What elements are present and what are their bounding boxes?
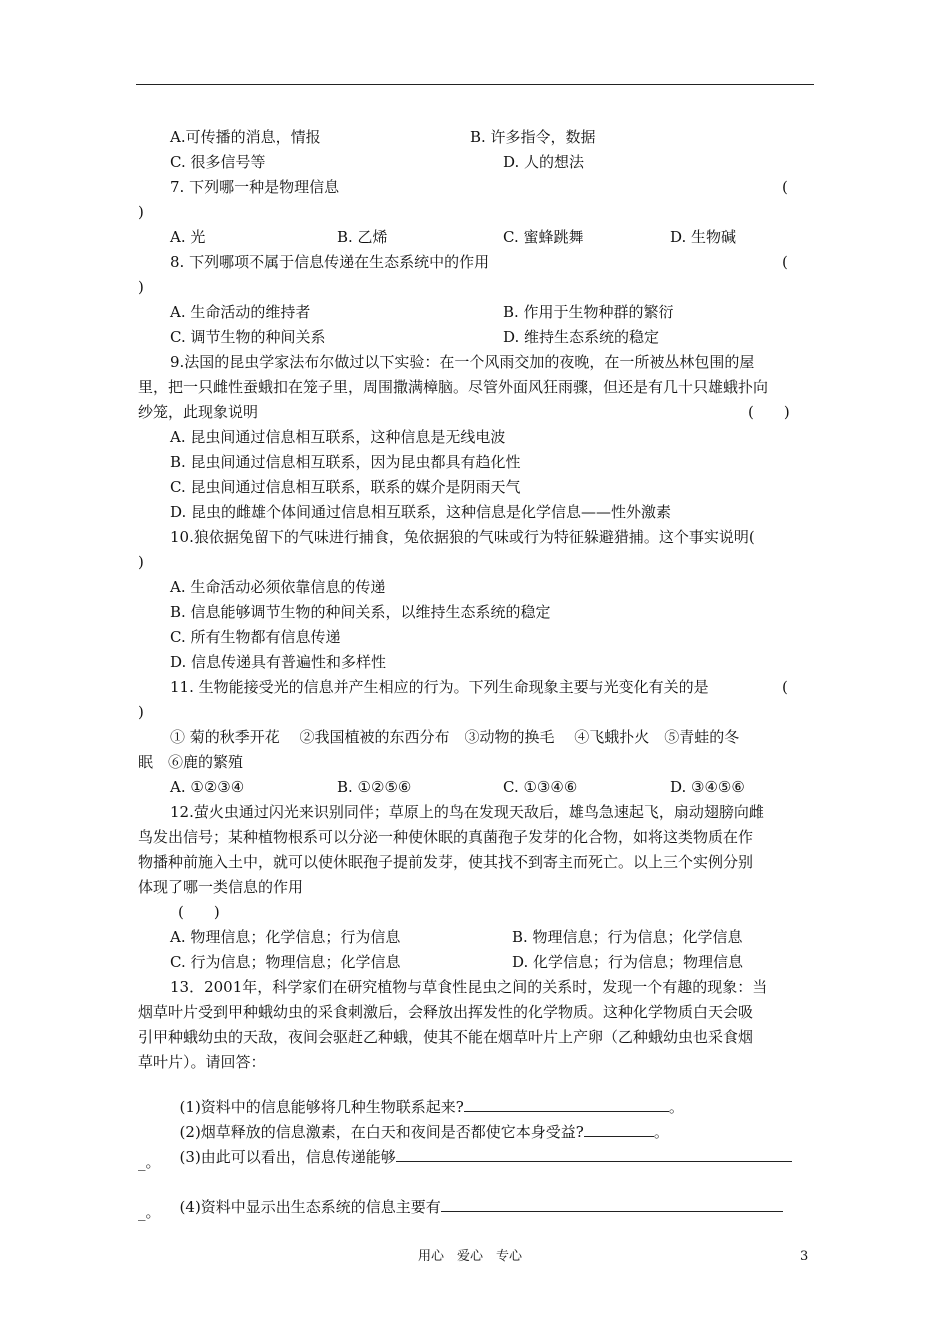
q10-option-d: D. 信息传递具有普遍性和多样性 [170,653,387,671]
q13-sub1-end: 。 [668,1098,684,1116]
q13-sub4-blank[interactable] [441,1197,783,1212]
q8-option-d: D. 维持生态系统的稳定 [503,328,660,346]
q11-stem: 11. 生物能接受光的信息并产生相应的行为。下列生命现象主要与光变化有关的是 [170,678,709,696]
q8-paren-close: ) [138,278,144,296]
q9-stem-line3: 纱笼，此现象说明 [138,403,259,421]
q8-option-b: B. 作用于生物种群的繁衍 [503,303,674,321]
q13-sub2-text: (2)烟草释放的信息激素，在白天和夜间是否都使它本身受益? [179,1123,584,1141]
q13-stem-line4: 草叶片）。请回答： [138,1053,266,1071]
q11-option-a: A. ①②③④ [170,778,245,796]
q13-sub4-end: _。 [138,1203,161,1221]
q6-option-d: D. 人的想法 [503,153,585,171]
q12-option-b: B. 物理信息；行为信息；化学信息 [512,928,743,946]
q9-answer-paren: ( ) [748,403,790,421]
q11-items-line2: 眠 ⑥鹿的繁殖 [138,753,244,771]
q6-option-a: A.可传播的消息，情报 [170,128,321,146]
q12-stem-line3: 物播种前施入土中，就可以使休眠孢子提前发芽，使其找不到寄主而死亡。以上三个实例分别 [138,853,754,871]
q8-stem: 8. 下列哪项不属于信息传递在生态系统中的作用 [170,253,490,271]
q7-option-b: B. 乙烯 [337,228,388,246]
q10-option-b: B. 信息能够调节生物的种间关系，以维持生态系统的稳定 [170,603,551,621]
q7-paren-close: ) [138,203,144,221]
q9-option-a: A. 昆虫间通过信息相互联系，这种信息是无线电波 [170,428,506,446]
q13-sub3-text: (3)由此可以看出，信息传递能够 [179,1148,396,1166]
q9-stem-line2: 里，把一只雌性蚕蛾扣在笼子里，周围撒满樟脑。尽管外面风狂雨骤，但还是有几十只雄蛾扑向 [138,378,769,396]
q11-option-c: C. ①③④⑥ [503,778,578,796]
q8-option-c: C. 调节生物的种间关系 [170,328,326,346]
q9-stem-line1: 9.法国的昆虫学家法布尔做过以下实验：在一个风雨交加的夜晚，在一所被丛林包围的屋 [170,353,755,371]
q9-option-c: C. 昆虫间通过信息相互联系，联系的媒介是阴雨天气 [170,478,521,496]
q12-option-c: C. 行为信息；物理信息；化学信息 [170,953,401,971]
q11-paren-close: ) [138,703,144,721]
q7-option-d: D. 生物碱 [670,228,737,246]
footer-motto: 用心 爱心 专心 [418,1249,523,1264]
q10-option-a: A. 生命活动必须依靠信息的传递 [170,578,386,596]
q13-sub3 [170,1127,792,1167]
q11-option-b: B. ①②⑤⑥ [337,778,412,796]
q13-sub3-blank[interactable] [396,1147,792,1162]
q13-stem-line1: 13．2001年，科学家们在研究植物与草食性昆虫之间的关系时，发现一个有趣的现象：当 [170,978,768,996]
q9-option-d: D. 昆虫的雌雄个体间通过信息相互联系，这种信息是化学信息——性外激素 [170,503,672,521]
q10-stem-line1: 10.狼依据兔留下的气味进行捕食，兔依据狼的气味或行为特征躲避猎捕。这个事实说明( [170,528,755,546]
q7-paren-open: ( [782,178,788,196]
q12-option-d: D. 化学信息；行为信息；物理信息 [512,953,744,971]
q8-paren-open: ( [782,253,788,271]
q8-option-a: A. 生命活动的维持者 [170,303,311,321]
q11-items-line1: ① 菊的秋季开花 ②我国植被的东西分布 ③动物的换毛 ④飞蛾扑火 ⑤青蛙的冬 [170,728,740,746]
q6-option-b: B. 许多指令，数据 [470,128,596,146]
q12-stem-line1: 12.萤火虫通过闪光来识别同伴；草原上的鸟在发现天敌后，雄鸟急速起飞，扇动翅膀向雌 [170,803,764,821]
q9-option-b: B. 昆虫间通过信息相互联系，因为昆虫都具有趋化性 [170,453,521,471]
q12-answer-paren: ( ) [178,903,220,921]
q7-stem: 7. 下列哪一种是物理信息 [170,178,340,196]
q10-option-c: C. 所有生物都有信息传递 [170,628,341,646]
q13-sub2-end: 。 [653,1123,669,1141]
q7-option-c: C. 蜜蜂跳舞 [503,228,584,246]
q13-stem-line3: 引甲种蛾幼虫的天敌，夜间会驱赶乙种蛾，使其不能在烟草叶片上产卵（乙种蛾幼虫也采食烟 [138,1028,754,1046]
q13-sub3-end: _。 [138,1153,161,1171]
q10-stem-line2: ) [138,553,144,571]
page-number: 3 [800,1249,809,1264]
q6-option-c: C. 很多信号等 [170,153,266,171]
q13-sub4 [170,1177,783,1217]
q11-option-d: D. ③④⑤⑥ [670,778,745,796]
q11-paren-open: ( [782,678,788,696]
q12-stem-line2: 鸟发出信号；某种植物根系可以分泌一种使休眠的真菌孢子发芽的化合物，如将这类物质在作 [138,828,754,846]
q13-stem-line2: 烟草叶片受到甲种蛾幼虫的采食刺激后，会释放出挥发性的化学物质。这种化学物质白天会吸 [138,1003,754,1021]
q12-option-a: A. 物理信息；化学信息；行为信息 [170,928,401,946]
q13-sub4-text: (4)资料中显示出生态系统的信息主要有 [179,1198,441,1216]
q7-option-a: A. 光 [170,228,206,246]
q13-sub1-text: (1)资料中的信息能够将几种生物联系起来? [179,1098,464,1116]
header-rule [136,84,814,85]
q12-stem-line4: 体现了哪一类信息的作用 [138,878,304,896]
